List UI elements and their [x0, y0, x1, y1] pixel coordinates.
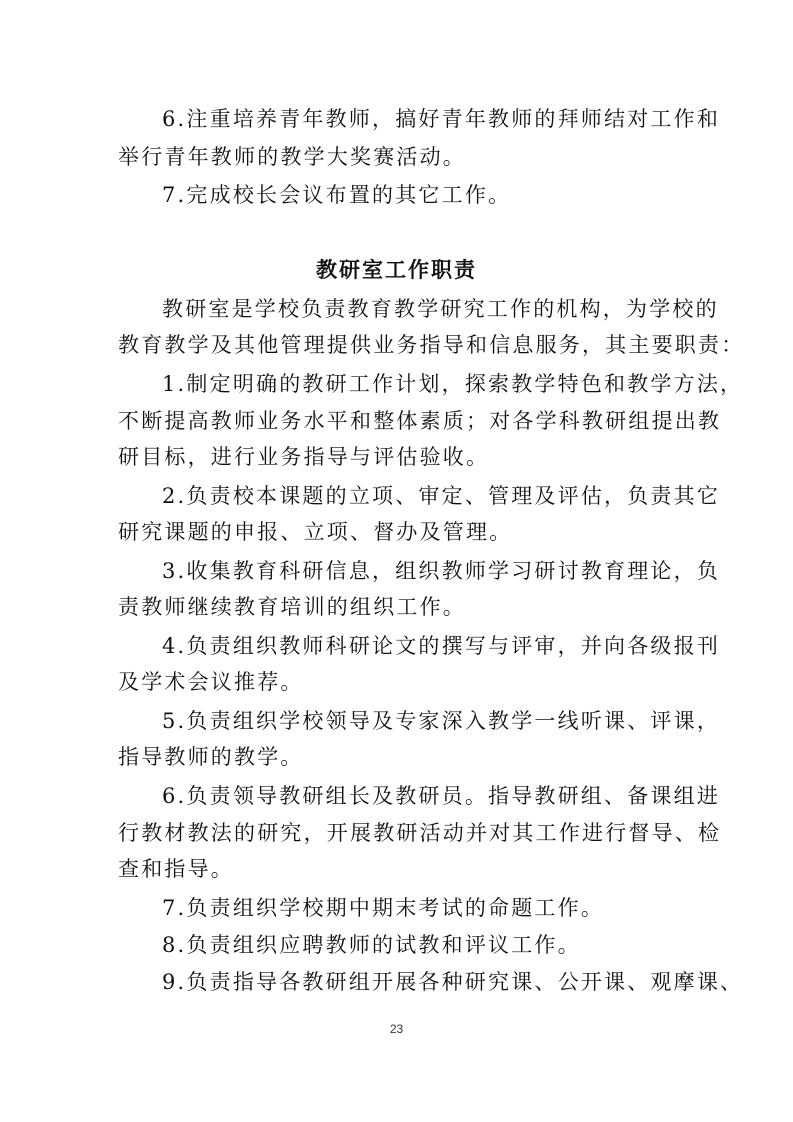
paragraph-line: 不断提高教师业务水平和整体素质；对各学科教研组提出教	[118, 409, 722, 433]
paragraph-line: 2.负责校本课题的立项、审定、管理及评估，负责其它	[162, 484, 721, 508]
paragraph-line: 6.负责领导教研组长及教研员。指导教研组、备课组进	[162, 784, 721, 808]
paragraph-line: 查和指导。	[118, 857, 234, 881]
paragraph-line: 7.负责组织学校期中期末考试的命题工作。	[162, 896, 605, 920]
paragraph-line: 责教师继续教育培训的组织工作。	[118, 595, 466, 619]
paragraph-line: 5.负责组织学校领导及专家深入教学一线听课、评课，	[162, 709, 721, 733]
paragraph-line: 7.完成校长会议布置的其它工作。	[162, 183, 512, 207]
paragraph-line: 研目标，进行业务指导与评估验收。	[118, 445, 490, 469]
paragraph-line: 9.负责指导各教研组开展各种研究课、公开课、观摩课、	[162, 970, 744, 994]
paragraph-line: 4.负责组织教师科研论文的撰写与评审，并向各级报刊	[162, 634, 721, 658]
paragraph-line: 指导教师的教学。	[118, 745, 304, 769]
paragraph-line: 6.注重培养青年教师，搞好青年教师的拜师结对工作和	[162, 107, 721, 131]
paragraph-line: 研究课题的申报、立项、督办及管理。	[118, 520, 513, 544]
page-number: 23	[389, 1022, 404, 1036]
section-title: 教研室工作职责	[316, 258, 477, 282]
paragraph-line: 行教材教法的研究，开展教研活动并对其工作进行督导、检	[118, 821, 722, 845]
paragraph-line: 8.负责组织应聘教师的试教和评议工作。	[162, 933, 581, 957]
paragraph-line: 举行青年教师的教学大奖赛活动。	[118, 145, 466, 169]
paragraph-line: 教育教学及其他管理提供业务指导和信息服务，其主要职责：	[118, 333, 745, 357]
paragraph-line: 3.收集教育科研信息，组织教师学习研讨教育理论，负	[162, 559, 721, 583]
paragraph-line: 教研室是学校负责教育教学研究工作的机构，为学校的	[162, 297, 719, 321]
paragraph-line: 1.制定明确的教研工作计划，探索教学特色和教学方法，	[162, 372, 744, 396]
paragraph-line: 及学术会议推荐。	[118, 670, 304, 694]
